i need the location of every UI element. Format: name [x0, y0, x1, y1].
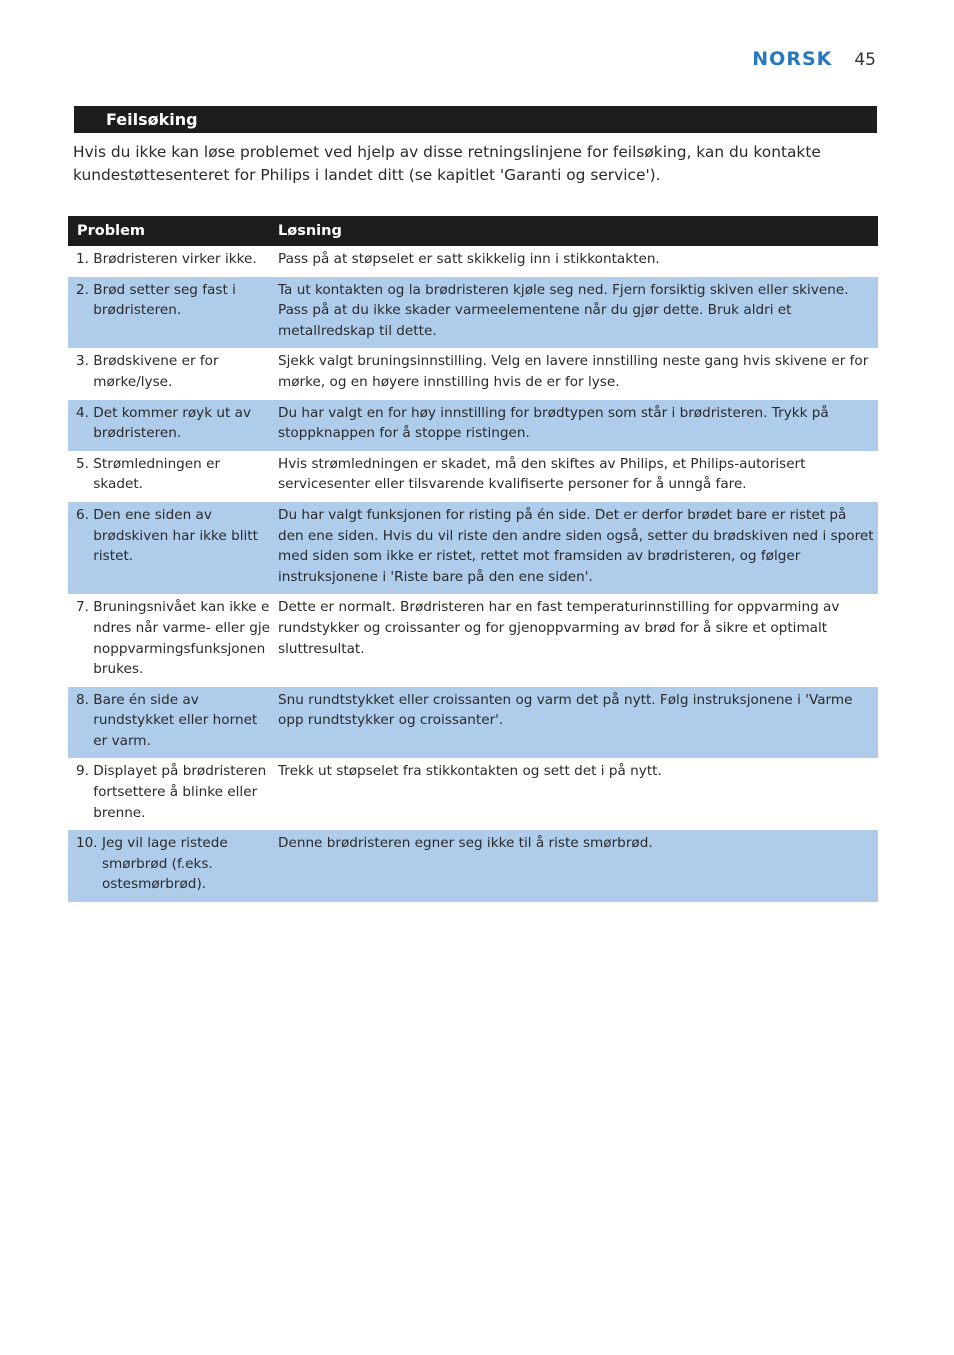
solution-cell: Ta ut kontakten og la brødristeren kjøle seg ned. Fjern forsiktig skiven eller skivene. Pass på at du ikke skader varmeelementene når du gjør dette. Bruk aldri et metallredskap til dette.: [275, 277, 878, 349]
problem-text: Bruningsnivået kan ikke endres når varme- eller gjenoppvarmingsfunksjonen brukes.: [93, 599, 270, 678]
problem-number: 7.: [76, 599, 94, 616]
solution-cell: Pass på at støpselet er satt skikkelig inn i stikkontakten.: [278, 251, 660, 267]
solution-cell: Hvis strømledningen er skadet, må den skiftes av Philips, et Philips-autorisert servicesenter eller tilsvarende kvalifiserte personer for å unngå fare.: [278, 455, 806, 493]
problem-text: Strømledningen er skadet.: [93, 455, 221, 493]
problem-cell: [68, 758, 275, 830]
problem-number: 1.: [76, 251, 94, 267]
solution-cell: Sjekk valgt bruningsinnstilling. Velg en lavere innstilling neste gang hvis skivene er for mørke, og en høyere innstilling hvis de er for lyse.: [278, 353, 869, 390]
language-label: NORSK: [752, 48, 833, 70]
solution-cell: Denne brødristeren egner seg ikke til å riste smørbrød.: [275, 830, 878, 902]
problem-cell: [68, 502, 275, 594]
solution-cell: Trekk ut støpselet fra stikkontakten og sett det i på nytt.: [278, 763, 662, 780]
table-row: [68, 246, 878, 277]
problem-number: 10.: [76, 835, 102, 852]
page-header: [752, 48, 876, 70]
table-row: [68, 451, 878, 502]
table-row: [68, 830, 878, 902]
problem-text: Brødristeren virker ikke.: [93, 251, 257, 267]
solution-cell: Du har valgt en for høy innstilling for brødtypen som står i brødristeren. Trykk på stoppknappen for å stoppe ristingen.: [275, 400, 878, 451]
troubleshooting-table: [68, 216, 878, 902]
page-number: 45: [854, 50, 876, 70]
problem-number: 8.: [76, 691, 94, 708]
problem-cell: [68, 830, 275, 902]
problem-text: Den ene siden av brødskiven har ikke blitt ristet.: [93, 506, 258, 565]
problem-text: Brød setter seg fast i brødristeren.: [93, 281, 236, 319]
table-row: [68, 277, 878, 349]
table-row: [68, 400, 878, 451]
problem-text: Det kommer røyk ut av brødristeren.: [93, 404, 252, 442]
problem-number: 5.: [76, 455, 94, 472]
problem-text: Bare én side av rundstykket eller hornet er varm.: [93, 691, 258, 749]
table-row: [68, 687, 878, 759]
section-title: Feilsøking: [74, 106, 877, 133]
intro-paragraph: Hvis du ikke kan løse problemet ved hjelp av disse retningslinjene for feilsøking, kan du kontakte kundestøttesenteret for Philips i landet ditt (se kapitlet 'Garanti og service').: [73, 143, 821, 184]
problem-number: 3.: [76, 353, 94, 370]
header-solution: Løsning: [275, 216, 878, 246]
problem-text: Brødskivene er for mørke/lyse.: [93, 353, 219, 390]
table-header-row: [68, 216, 878, 246]
solution-cell: Dette er normalt. Brødristeren har en fast temperaturinnstilling for oppvarming av rundstykker og croissanter og for gjenoppvarming av brød for å sikre et optimalt sluttresultat.: [278, 599, 840, 657]
problem-cell: [68, 451, 275, 502]
problem-cell: [68, 277, 275, 349]
problem-text: Jeg vil lage ristede smørbrød (f.eks. ostesmørbrød).: [101, 835, 228, 893]
header-problem: Problem: [68, 216, 275, 246]
table-row: [68, 502, 878, 594]
problem-cell: [68, 246, 275, 277]
table-row: [68, 594, 878, 686]
solution-cell: Du har valgt funksjonen for risting på én side. Det er derfor brødet bare er ristet på den ene siden. Hvis du vil riste den andre siden også, setter du brødskiven ned i sporet med siden som ikke er ristet, rettet mot framsiden av brødristeren, og følger instruksjonene i 'Riste bare på den ene siden'.: [275, 502, 878, 594]
problem-cell: [68, 348, 275, 399]
table-row: [68, 348, 878, 399]
problem-cell: [68, 687, 275, 759]
solution-cell: Snu rundtstykket eller croissanten og varm det på nytt. Følg instruksjonene i 'Varme opp rundtstykker og croissanter'.: [275, 687, 878, 759]
problem-text: Displayet på brødristeren fortsettere å blinke eller brenne.: [93, 763, 267, 821]
problem-cell: [68, 594, 275, 686]
problem-number: 4.: [76, 404, 94, 421]
problem-number: 9.: [76, 763, 94, 780]
problem-cell: [68, 400, 275, 451]
problem-number: 2.: [76, 281, 94, 298]
table-row: [68, 758, 878, 830]
problem-number: 6.: [76, 506, 94, 523]
